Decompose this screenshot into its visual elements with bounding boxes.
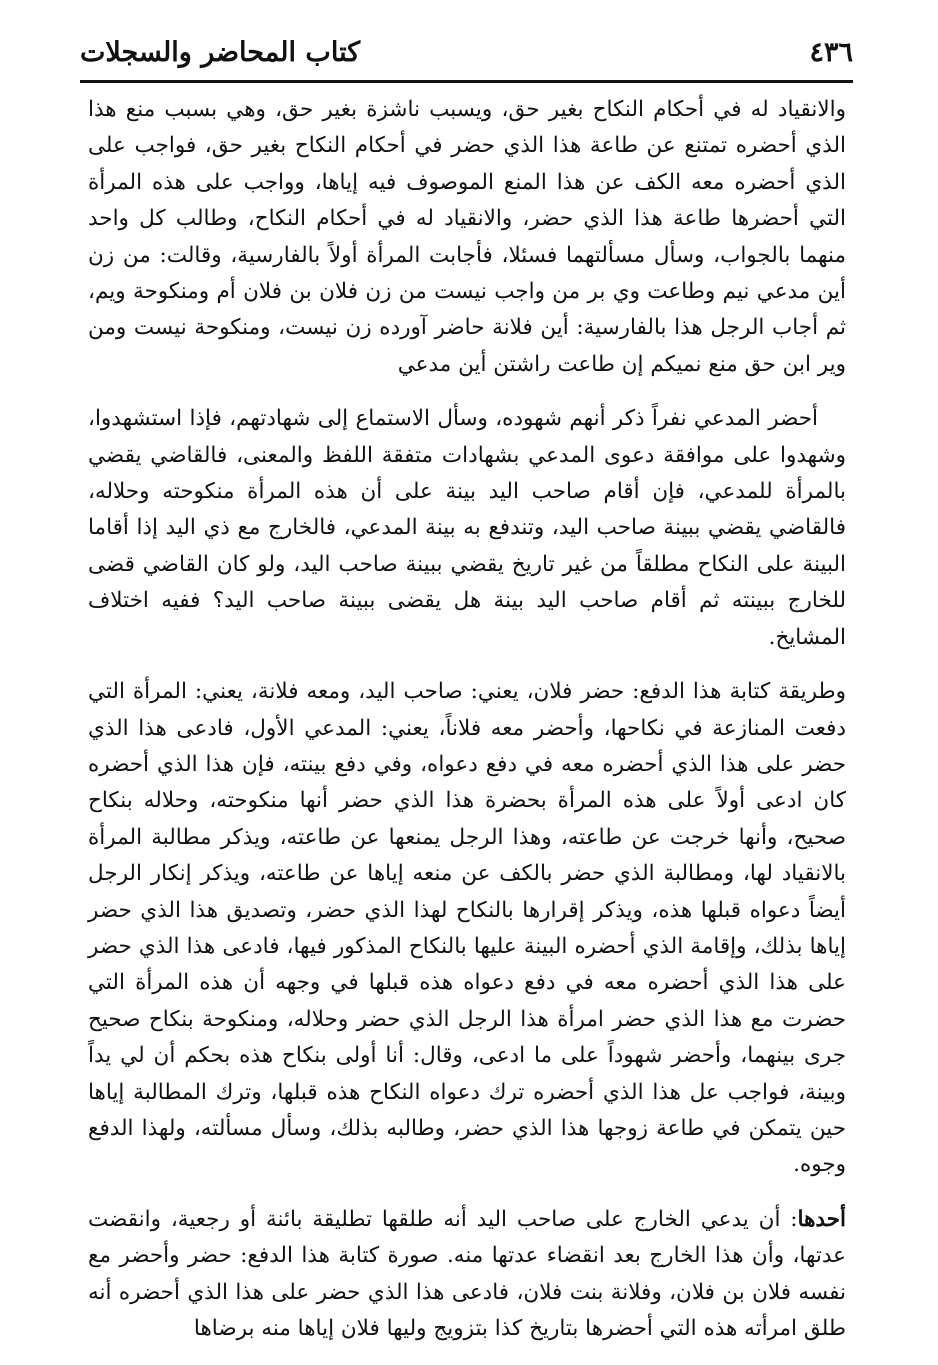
paragraph: أحضر المدعي نفراً ذكر أنهم شهوده، وسأل الاستماع إلى شهادتهم، فإذا استشهدوا، وشهدوا على موافقة دعوى المدعي بشهادات متفقة اللفظ والمعنى، فالقاضي يقضي بالمرأة للمدعي، فإن أقام صاحب اليد بينة على أن هذه المرأة منكوحته وحلاله، فالقاضي يقضي ببينة صاحب اليد، وتندفع به بينة المدعي، فالخارج مع ذي اليد إذا أقاما البينة على النكاح مطلقاً من غير تاريخ يقضي ببينة صاحب اليد، ولو كان القاضي قضى للخارج ببينته ثم أقام صاحب اليد بينة هل يقضى ببينة صاحب اليد؟ ففيه اختلاف المشايخ. (88, 406, 846, 650)
paragraph (88, 1202, 846, 1348)
running-title: كتاب المحاضر والسجلات (80, 37, 361, 68)
header-divider (80, 80, 853, 83)
paragraph-lead-word: أحدها (797, 1206, 846, 1232)
paragraph-body: : أن يدعي الخارج على صاحب اليد أنه طلقها تطليقة بائنة أو رجعية، وانقضت عدتها، وأن هذا الخارج بعد انقضاء عدتها منه. صورة كتابة هذا الدفع: حضر وأحضر مع نفسه فلان بن فلان، وفلانة بنت فلان، فادعى هذا الذي حضر على هذا الذي أحضره أنه طلق امرأته هذه التي أحضرها بتاريخ كذا بتزويج وليها فلان إياها منه برضاها (88, 1206, 846, 1341)
body-text (88, 92, 846, 1365)
paragraph: والانقياد له في أحكام النكاح بغير حق، ويسبب ناشزة بغير حق، وهي بسبب منع هذا الذي أحضره تمتنع عن طاعة هذا الذي حضر في أحكام النكاح بغير حق، فواجب على الذي أحضره معه الكف عن هذا المنع الموصوف فيه إياها، وواجب على هذه المرأة التي أحضرها طاعة هذا الذي حضر، والانقياد له في أحكام النكاح، وطالب كل واحد منهما بالجواب، وسأل مسألتهما فسئلا، فأجابت المرأة أولاً بالفارسية، وقالت: من زن أين مدعي نيم وطاعت وي بر من واجب نيست من زن فلان بن فلان أم ومنكوحة ويم، ثم أجاب الرجل هذا بالفارسية: أين فلانة حاضر آورده زن نيست، ومنكوحة نيست ومن وير ابن حق منع نميكم إن طاعت راشتن أين مدعي (88, 97, 847, 377)
page-number: ٤٣٦ (809, 37, 853, 68)
page-header (80, 30, 853, 78)
paragraph: وطريقة كتابة هذا الدفع: حضر فلان، يعني: صاحب اليد، ومعه فلانة، يعني: المرأة التي دفعت المنازعة في نكاحها، وأحضر معه فلاناً، يعني: المدعي الأول، فادعى هذا الذي حضر على هذا الذي أحضره معه في دفع دعواه، وفي دفع بينته، فإن هذا الذي أحضره كان ادعى أولاً على هذه المرأة بحضرة هذا الذي حضر أنها منكوحته، وحلاله بنكاح صحيح، وأنها خرجت عن طاعته، وهذا الرجل يمنعها عن طاعته، ويذكر مطالبة المرأة بالانقياد لها، ومطالبة الذي حضر بالكف عن منعه إياها عن طاعته، ويذكر إنكار الرجل أيضاً دعواه قبلها هذه، ويذكر إقرارها بالنكاح لهذا الذي حضر، وتصديق هذا الذي حضر إياها بذلك، وإقامة الذي أحضره البينة عليها بالنكاح المذكور فيها، فادعى هذا الذي حضر على هذا الذي أحضره معه في دفع دعواه هذه قبلها في وجهه أن هذه المرأة التي حضرت مع هذا الذي حضر امرأة هذا الرجل الذي حضر وحلاله، ومنكوحة بنكاح صحيح جرى بينهما، وأحضر شهوداً على ما ادعى، وقال: أنا أولى بنكاح هذه بحكم أن لي يداً وبينة، فواجب عل هذا الذي أحضره ترك دعواه النكاح هذه قبلها، وترك المطالبة إياها حين يتمكن في طاعة زوجها هذا الذي حضر، وطالبه بذلك، وسأل مسألته، ولهذا الدفع وجوه. (88, 679, 846, 1178)
